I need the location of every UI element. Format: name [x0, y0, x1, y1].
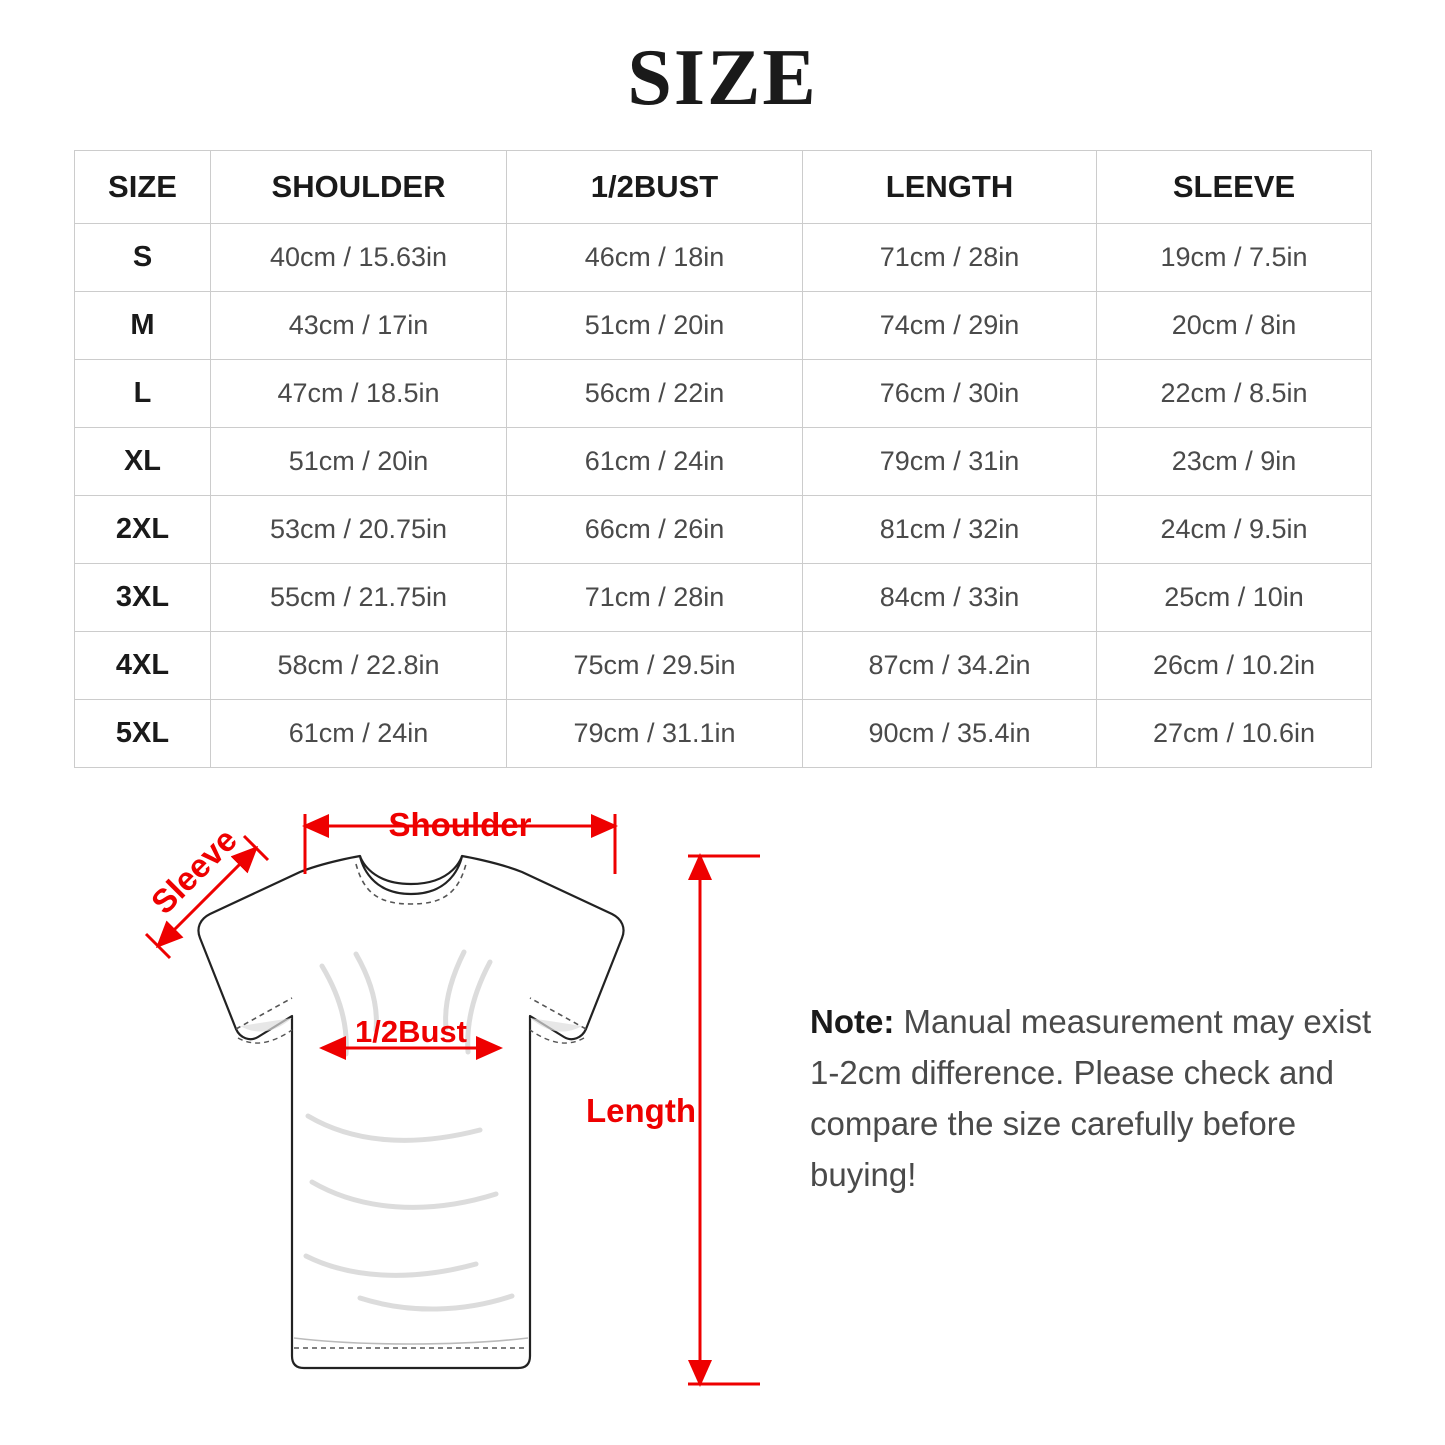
cell-bust: 46cm / 18in [507, 224, 803, 292]
column-header-bust: 1/2BUST [507, 151, 803, 224]
cell-sleeve: 25cm / 10in [1097, 564, 1372, 632]
collar-line [360, 856, 462, 884]
cell-size: 4XL [75, 632, 211, 700]
cell-size: 2XL [75, 496, 211, 564]
cell-length: 81cm / 32in [803, 496, 1097, 564]
cell-length: 84cm / 33in [803, 564, 1097, 632]
table-row [75, 224, 1372, 292]
table-header-row [75, 151, 1372, 224]
cell-size: 5XL [75, 700, 211, 768]
measurement-diagram-section [0, 786, 1445, 1426]
cell-bust: 66cm / 26in [507, 496, 803, 564]
cell-bust: 71cm / 28in [507, 564, 803, 632]
tshirt-diagram [60, 786, 790, 1426]
column-header-size: SIZE [75, 151, 211, 224]
cell-bust: 79cm / 31.1in [507, 700, 803, 768]
sleeve-label: Sleeve [143, 820, 244, 921]
cell-length: 76cm / 30in [803, 360, 1097, 428]
length-label: Length [586, 1092, 696, 1129]
table-row [75, 292, 1372, 360]
cell-shoulder: 58cm / 22.8in [211, 632, 507, 700]
note-label: Note: [810, 1003, 895, 1040]
cell-bust: 51cm / 20in [507, 292, 803, 360]
cell-length: 87cm / 34.2in [803, 632, 1097, 700]
note-body: Manual measurement may exist 1-2cm difference. Please check and compare the size carefully before buying! [810, 1003, 1372, 1194]
cell-bust: 75cm / 29.5in [507, 632, 803, 700]
page-title: SIZE [627, 34, 818, 122]
bust-label: 1/2Bust [355, 1014, 467, 1049]
cell-bust: 61cm / 24in [507, 428, 803, 496]
column-header-shoulder: SHOULDER [211, 151, 507, 224]
cell-shoulder: 43cm / 17in [211, 292, 507, 360]
cell-length: 71cm / 28in [803, 224, 1097, 292]
column-header-length: LENGTH [803, 151, 1097, 224]
cell-size: L [75, 360, 211, 428]
table-row [75, 496, 1372, 564]
cell-length: 79cm / 31in [803, 428, 1097, 496]
cell-shoulder: 51cm / 20in [211, 428, 507, 496]
cell-size: M [75, 292, 211, 360]
cell-sleeve: 24cm / 9.5in [1097, 496, 1372, 564]
cell-sleeve: 22cm / 8.5in [1097, 360, 1372, 428]
cell-length: 90cm / 35.4in [803, 700, 1097, 768]
note-text [810, 996, 1380, 1201]
size-table-container [74, 150, 1371, 768]
cell-shoulder: 55cm / 21.75in [211, 564, 507, 632]
cell-bust: 56cm / 22in [507, 360, 803, 428]
table-row [75, 428, 1372, 496]
cell-size: XL [75, 428, 211, 496]
table-row [75, 360, 1372, 428]
cell-shoulder: 47cm / 18.5in [211, 360, 507, 428]
table-row [75, 700, 1372, 768]
cell-sleeve: 19cm / 7.5in [1097, 224, 1372, 292]
column-header-sleeve: SLEEVE [1097, 151, 1372, 224]
tshirt-outline-shape [198, 856, 623, 1368]
table-row [75, 632, 1372, 700]
cell-size: 3XL [75, 564, 211, 632]
cell-shoulder: 53cm / 20.75in [211, 496, 507, 564]
cell-sleeve: 23cm / 9in [1097, 428, 1372, 496]
length-measure-arrow [688, 856, 760, 1384]
cell-sleeve: 20cm / 8in [1097, 292, 1372, 360]
table-row [75, 564, 1372, 632]
size-chart-table [74, 150, 1372, 768]
shoulder-label: Shoulder [388, 806, 532, 843]
cell-sleeve: 27cm / 10.6in [1097, 700, 1372, 768]
cell-shoulder: 61cm / 24in [211, 700, 507, 768]
cell-length: 74cm / 29in [803, 292, 1097, 360]
cell-shoulder: 40cm / 15.63in [211, 224, 507, 292]
cell-sleeve: 26cm / 10.2in [1097, 632, 1372, 700]
cell-size: S [75, 224, 211, 292]
